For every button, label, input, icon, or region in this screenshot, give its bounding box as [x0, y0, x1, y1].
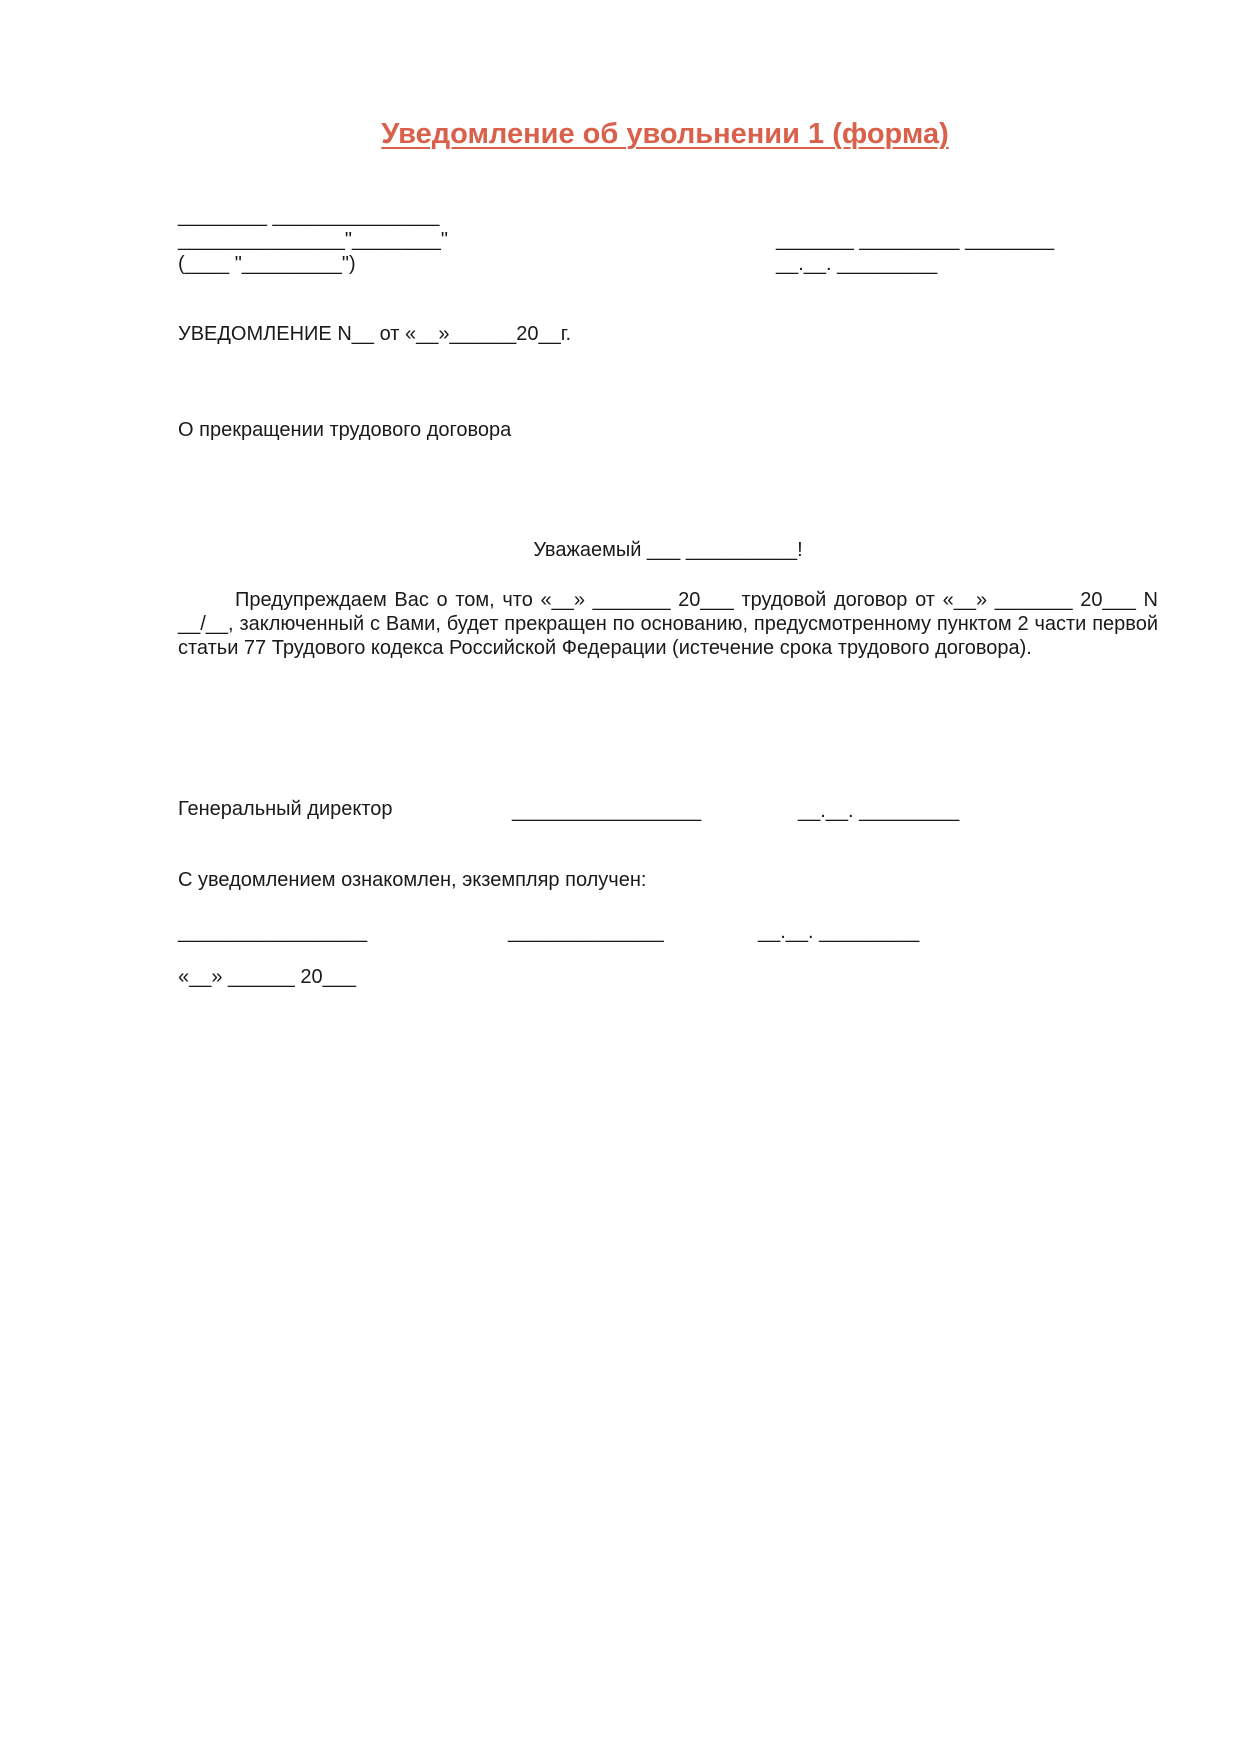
header-right-line-1: _______ _________ ________ [776, 229, 1055, 251]
date-line: «__» ______ 20___ [178, 966, 356, 988]
greeting: Уважаемый ___ __________! [533, 539, 803, 561]
header-left-line-3: (____ "_________") [178, 253, 356, 275]
header-left-line-1: ________ _______________ [178, 205, 440, 227]
notice-subject: О прекращении трудового договора [178, 419, 512, 441]
header-right-line-2: __.__. _________ [776, 253, 938, 275]
body-paragraph: Предупреждаем Вас о том, что «__» _______ 20___ трудовой договор от «__» _______ 20___ N __/__, заключенный с Вами, будет прекращен по основанию, предусмотренному пунктом 2 части первой статьи 77 Трудового кодекса Российской Федерации (истечение срока трудового договора). [178, 589, 1158, 659]
document-title: Уведомление об увольнении 1 (форма) [381, 118, 949, 150]
header-left-line-2: _______________"________" [178, 229, 449, 251]
employee-transcript-line: ______________ [508, 921, 664, 943]
acknowledged-text: С уведомлением ознакомлен, экземпляр получен: [178, 869, 647, 891]
director-label: Генеральный директор [178, 798, 393, 820]
notice-number: УВЕДОМЛЕНИЕ N__ от «__»______20__г. [178, 323, 572, 345]
employee-signature-line: _________________ [178, 921, 368, 943]
director-name-line: __.__. _________ [798, 800, 960, 822]
director-signature-line: _________________ [512, 800, 702, 822]
employee-name-line: __.__. _________ [758, 921, 920, 943]
